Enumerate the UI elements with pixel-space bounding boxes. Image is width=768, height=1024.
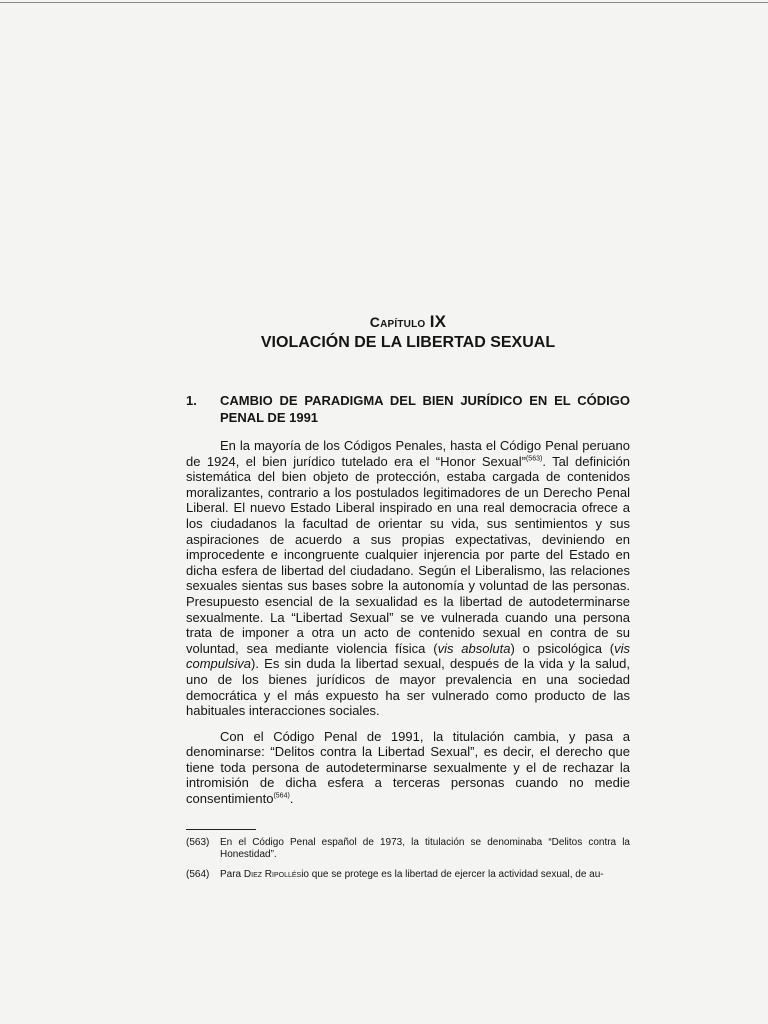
footnote-564: [186, 869, 630, 882]
footnote-563: [186, 837, 630, 862]
paragraph-text: . Tal definición sistemática del bien objeto de protección, estaba cargada de contenidos moralizantes, contrario a los postulados legitimadores de un Derecho Penal Liberal. El nuevo Estado Liberal inspirado en una real democracia ofrece a los ciudadanos la facultad de orientar su vida, sus sentimientos y sus aspiraciones de acuerdo a sus propias expectativas, deviniendo en improcedente e incongruente cualquier injerencia por parte del Estado en dicha esfera de libertad del ciudadano. Según el Liberalismo, las relaciones sexuales sientas sus bases sobre la autonomía y voluntad de las personas. Presupuesto esencial de la sexualidad es la libertad de autodeterminarse sexualmente. La “Libertad Sexual” se ve vulnerada cuando una persona trata de imponer a otra un acto de contenido sexual en contra de su voluntad, sea mediante violencia física (: [186, 453, 630, 656]
body-paragraph-2: [186, 729, 630, 807]
footnote-number: (563): [186, 836, 210, 848]
footnote-text: En el Código Penal español de 1973, la titulación se denominaba “Delitos contra la Honestidad”.: [220, 836, 630, 861]
footnote-ref-563[interactable]: (563): [525, 455, 543, 463]
footnote-ref-564[interactable]: (564): [273, 792, 290, 800]
chapter-word: Capítulo: [369, 314, 426, 330]
paragraph-text: ). Es sin duda la libertad sexual, después de la vida y la salud, uno de los bienes jurídicos de mayor prevalencia en una sociedad democrática y el más expuesto ha ser vulnerado como producto de las habituales interacciones sociales.: [186, 656, 630, 719]
section-title: CAMBIO DE PARADIGMA DEL BIEN JURÍDICO EN EL CÓDIGO PENAL DE 1991: [220, 393, 630, 425]
section-number: 1.: [186, 393, 197, 408]
page-content: [186, 300, 630, 881]
author-name: Diez Ripollés: [243, 868, 302, 880]
body-paragraph-1: [186, 438, 630, 719]
paragraph-text: En la mayoría de los Códigos Penales, hasta el Código Penal peruano de 1924, el bien jurídico tutelado era el “Honor Sexual”: [186, 438, 630, 469]
paragraph-text: Con el Código Penal de 1991, la titulación cambia, y pasa a denominarse: “Delitos contra la Libertad Sexual”, es decir, el derecho que tiene toda persona de autodeterminarse sexualmente y el de rechazar la intromisión de dicha esfera a terceras personas cuando no medie consentimiento: [186, 728, 630, 807]
paragraph-text: ) o psicológica (: [510, 640, 615, 656]
footnote-text-part: io que se protege es la libertad de ejercer la actividad sexual, de au-: [301, 868, 604, 880]
chapter-label: [186, 312, 630, 332]
section-heading: [186, 392, 630, 426]
footnote-text: [220, 869, 630, 882]
latin-term: vis absoluta: [437, 640, 511, 656]
chapter-number: IX: [429, 312, 447, 331]
footnote-number: (564): [186, 868, 210, 880]
footnote-separator: [186, 829, 256, 830]
footnote-text-part: Para: [220, 868, 244, 880]
chapter-title: VIOLACIÓN DE LA LIBERTAD SEXUAL: [260, 334, 556, 351]
top-scan-rule: [0, 2, 768, 3]
paragraph-text: .: [289, 791, 294, 807]
latin-term: vis compulsiva: [186, 640, 631, 672]
